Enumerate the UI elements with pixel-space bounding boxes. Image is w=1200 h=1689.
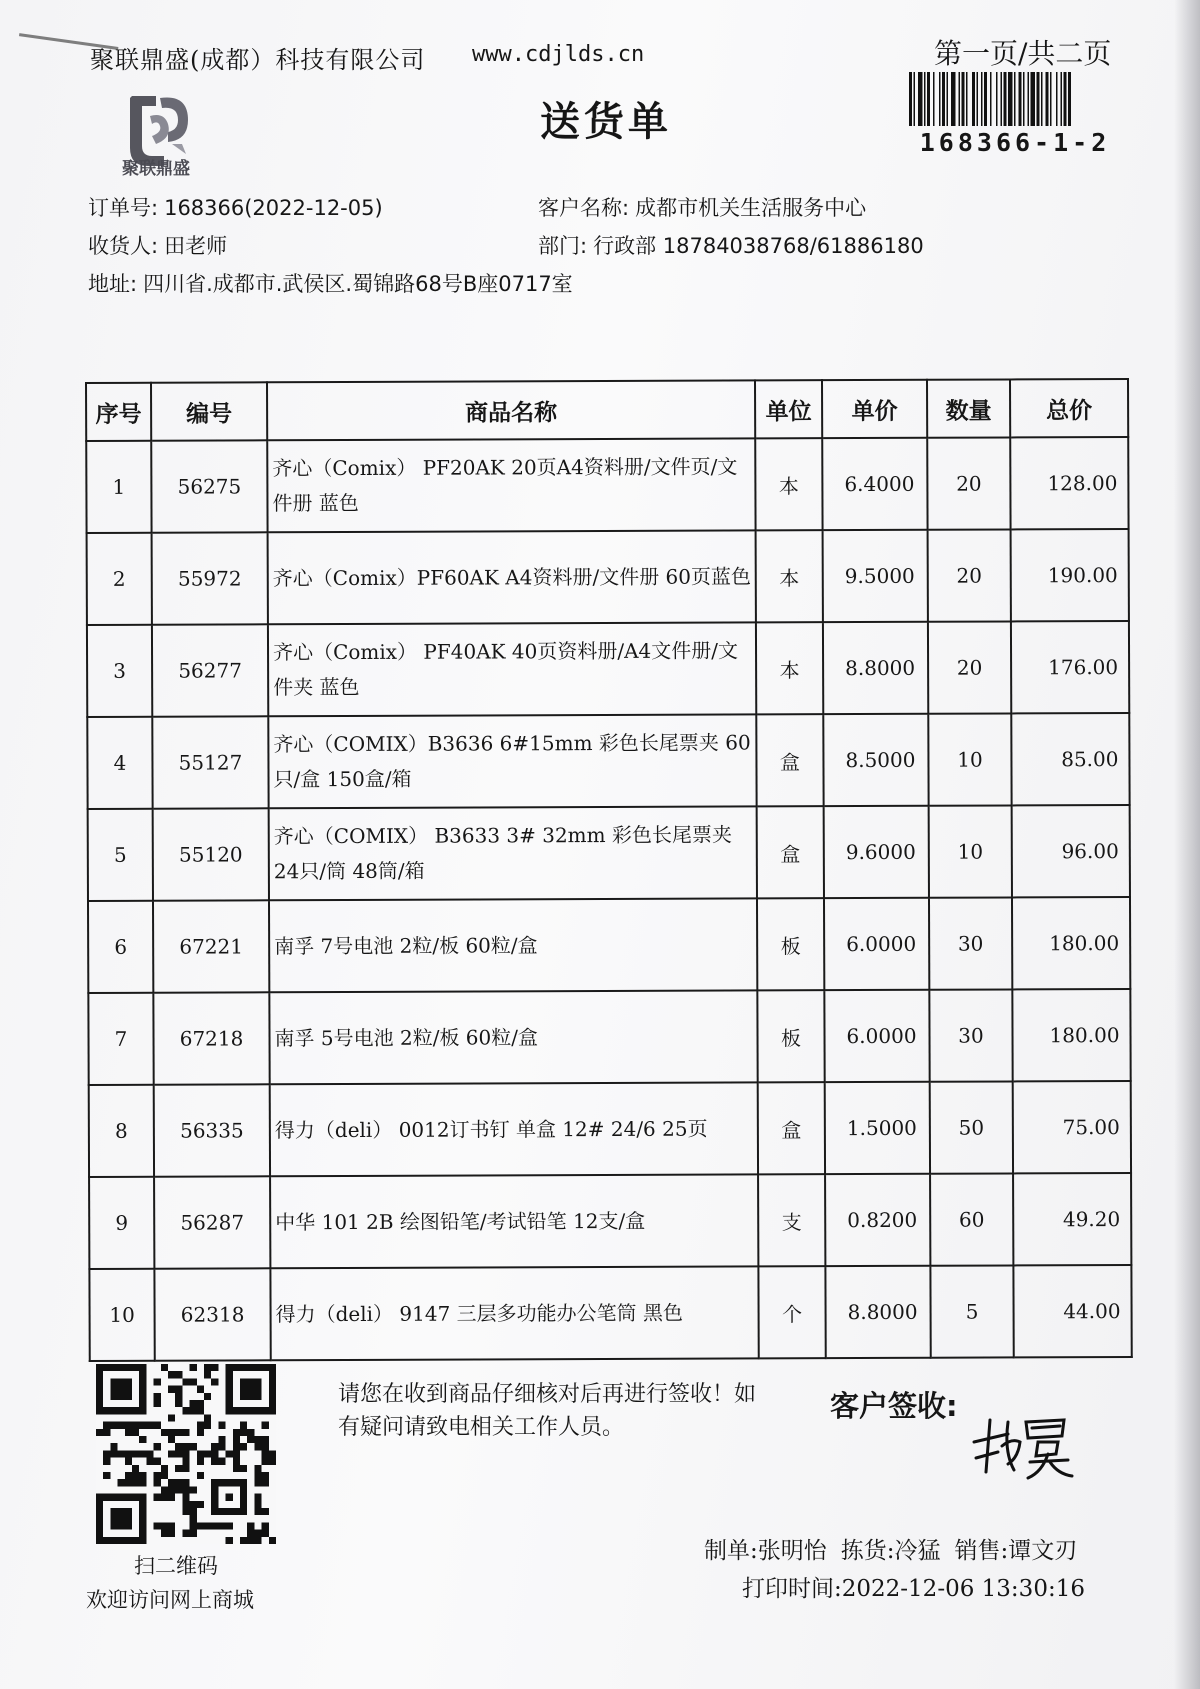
- cell-unit: 板: [757, 990, 824, 1082]
- cell-quantity: 20: [928, 529, 1011, 621]
- cell-total: 85.00: [1011, 713, 1129, 805]
- cell-quantity: 30: [929, 897, 1012, 989]
- goods-table: [85, 378, 1133, 1362]
- cell-unit: 板: [757, 898, 824, 990]
- cell-quantity: 20: [928, 621, 1011, 713]
- cell-code: 62318: [154, 1268, 270, 1360]
- cell-total: 75.00: [1013, 1081, 1131, 1173]
- qr-code-icon[interactable]: [94, 1364, 278, 1544]
- header-code: 编号: [151, 382, 267, 440]
- print-time: 打印时间:2022-12-06 13:30:16: [742, 1576, 1085, 1602]
- cell-total: 44.00: [1013, 1265, 1131, 1357]
- header-unit-price: 单价: [822, 380, 927, 438]
- cell-unit-price: 9.5000: [823, 530, 928, 622]
- company-website: www.cdjlds.cn: [472, 42, 645, 67]
- table-header-row: [86, 379, 1128, 441]
- logo-text: 聚联鼎盛: [122, 159, 190, 179]
- department-label: 部门:: [538, 234, 588, 258]
- cell-quantity: 50: [930, 1081, 1013, 1173]
- cell-total: 180.00: [1012, 989, 1130, 1081]
- cell-quantity: 30: [929, 989, 1012, 1081]
- table-row: [88, 805, 1130, 901]
- qr-caption-scan: 扫二维码: [134, 1554, 218, 1578]
- cell-unit-price: 6.4000: [822, 438, 927, 530]
- barcode-icon: [909, 72, 1121, 126]
- order-number: [88, 192, 383, 222]
- cell-unit-price: 6.0000: [824, 990, 929, 1082]
- handwritten-signature: [968, 1412, 1078, 1482]
- cell-seq: 9: [89, 1177, 154, 1269]
- cell-unit-price: 8.8000: [823, 622, 928, 714]
- cell-unit-price: 1.5000: [825, 1082, 930, 1174]
- cell-unit: 盒: [758, 1082, 825, 1174]
- cell-code: 56275: [151, 440, 267, 532]
- table-row: [88, 989, 1130, 1085]
- cell-product-name: 齐心（Comix）PF60AK A4资料册/文件册 60页蓝色: [268, 530, 756, 624]
- cell-product-name: 南孚 5号电池 2粒/板 60粒/盒: [269, 990, 757, 1084]
- cell-total: 128.00: [1010, 437, 1128, 529]
- department-value: 行政部 18784038768/61886180: [593, 234, 924, 258]
- cell-seq: 3: [87, 625, 152, 717]
- cell-quantity: 5: [930, 1265, 1013, 1357]
- header-total: 总价: [1010, 379, 1128, 437]
- salesperson: 销售:谭文刃: [954, 1538, 1078, 1564]
- cell-seq: 5: [88, 809, 153, 901]
- receiver-value: 田老师: [164, 234, 228, 258]
- cell-unit: 个: [758, 1266, 825, 1358]
- cell-seq: 1: [86, 441, 151, 533]
- cell-total: 190.00: [1011, 529, 1129, 621]
- cell-code: 56287: [154, 1176, 270, 1268]
- table-row: [89, 1265, 1131, 1361]
- table-row: [87, 621, 1129, 717]
- paper-edge-shadow: [1174, 0, 1200, 1689]
- barcode-number: 168366-1-2: [919, 128, 1111, 157]
- cell-unit-price: 9.6000: [824, 806, 929, 898]
- cell-product-name: 齐心（Comix） PF40AK 40页资料册/A4文件册/文件夹 蓝色: [268, 622, 756, 716]
- cell-unit: 本: [756, 530, 823, 622]
- cell-unit: 本: [755, 438, 822, 530]
- receiver: [88, 230, 227, 260]
- cell-product-name: 得力（deli） 9147 三层多功能办公笔筒 黑色: [270, 1266, 758, 1360]
- customer-value: 成都市机关生活服务中心: [635, 196, 867, 220]
- cell-code: 67221: [153, 900, 269, 992]
- cell-unit: 支: [758, 1174, 825, 1266]
- cell-product-name: 南孚 7号电池 2粒/板 60粒/盒: [269, 898, 757, 992]
- order-number-value: 168366(2022-12-05): [164, 196, 383, 220]
- cell-code: 56277: [152, 624, 268, 716]
- cell-product-name: 齐心（COMIX） B3633 3# 32mm 彩色长尾票夹24只/筒 48筒/箱: [269, 806, 757, 900]
- cell-code: 55972: [152, 532, 268, 624]
- staff-line: [704, 1532, 1091, 1565]
- cell-product-name: 齐心（COMIX）B3636 6#15mm 彩色长尾票夹 60只/盒 150盒/箱: [268, 714, 756, 808]
- table-row: [87, 713, 1129, 809]
- cell-total: 49.20: [1013, 1173, 1131, 1265]
- table-row: [89, 1173, 1131, 1269]
- table-row: [87, 529, 1129, 625]
- cell-unit-price: 8.8000: [825, 1266, 930, 1358]
- department: [538, 230, 924, 260]
- page-indicator: 第一页/共二页: [934, 37, 1112, 70]
- cell-unit: 本: [756, 622, 823, 714]
- address: [88, 268, 573, 298]
- document-title: 送货单: [540, 98, 672, 145]
- cell-product-name: 得力（deli） 0012订书钉 单盒 12# 24/6 25页: [270, 1082, 758, 1176]
- table-row: [88, 897, 1130, 993]
- verification-notice: 请您在收到商品仔细核对后再进行签收！如有疑问请致电相关工作人员。: [338, 1382, 757, 1440]
- header-quantity: 数量: [927, 379, 1010, 437]
- header-seq: 序号: [86, 383, 151, 441]
- cell-unit-price: 0.8200: [825, 1174, 930, 1266]
- cell-unit: 盒: [757, 806, 824, 898]
- header-unit: 单位: [755, 380, 822, 438]
- customer-signature-label: 客户签收:: [830, 1389, 958, 1423]
- cell-unit: 盒: [756, 714, 823, 806]
- header-product-name: 商品名称: [267, 380, 755, 440]
- customer-name: [538, 192, 866, 222]
- cell-total: 180.00: [1012, 897, 1130, 989]
- address-label: 地址:: [88, 272, 138, 296]
- table-row: [86, 437, 1128, 533]
- table-row: [89, 1081, 1131, 1177]
- cell-code: 55127: [152, 716, 268, 808]
- cell-total: 96.00: [1012, 805, 1130, 897]
- cell-unit-price: 6.0000: [824, 898, 929, 990]
- address-value: 四川省.成都市.武侯区.蜀锦路68号B座0717室: [143, 272, 573, 296]
- cell-total: 176.00: [1011, 621, 1129, 713]
- cell-seq: 6: [88, 901, 153, 993]
- cell-seq: 7: [88, 993, 153, 1085]
- goods-picker: 拣货:冷猛: [840, 1538, 941, 1564]
- qr-caption-visit-store: 欢迎访问网上商城: [86, 1588, 254, 1612]
- receiver-label: 收货人:: [88, 234, 159, 258]
- customer-label: 客户名称:: [538, 196, 630, 220]
- cell-code: 56335: [154, 1084, 270, 1176]
- cell-seq: 10: [89, 1269, 154, 1361]
- order-number-label: 订单号:: [88, 196, 159, 220]
- cell-product-name: 齐心（Comix） PF20AK 20页A4资料册/文件页/文件册 蓝色: [267, 438, 755, 532]
- cell-quantity: 10: [929, 805, 1012, 897]
- cell-product-name: 中华 101 2B 绘图铅笔/考试铅笔 12支/盒: [270, 1174, 758, 1268]
- cell-quantity: 10: [928, 713, 1011, 805]
- cell-seq: 8: [89, 1085, 154, 1177]
- cell-seq: 2: [87, 533, 152, 625]
- cell-seq: 4: [87, 717, 152, 809]
- cell-quantity: 60: [930, 1173, 1013, 1265]
- document-maker: 制单:张明怡: [704, 1538, 827, 1564]
- cell-unit-price: 8.5000: [823, 714, 928, 806]
- cell-code: 67218: [153, 992, 269, 1084]
- cell-code: 55120: [153, 808, 269, 900]
- company-name: 聚联鼎盛(成都）科技有限公司: [90, 46, 426, 74]
- cell-quantity: 20: [927, 437, 1010, 529]
